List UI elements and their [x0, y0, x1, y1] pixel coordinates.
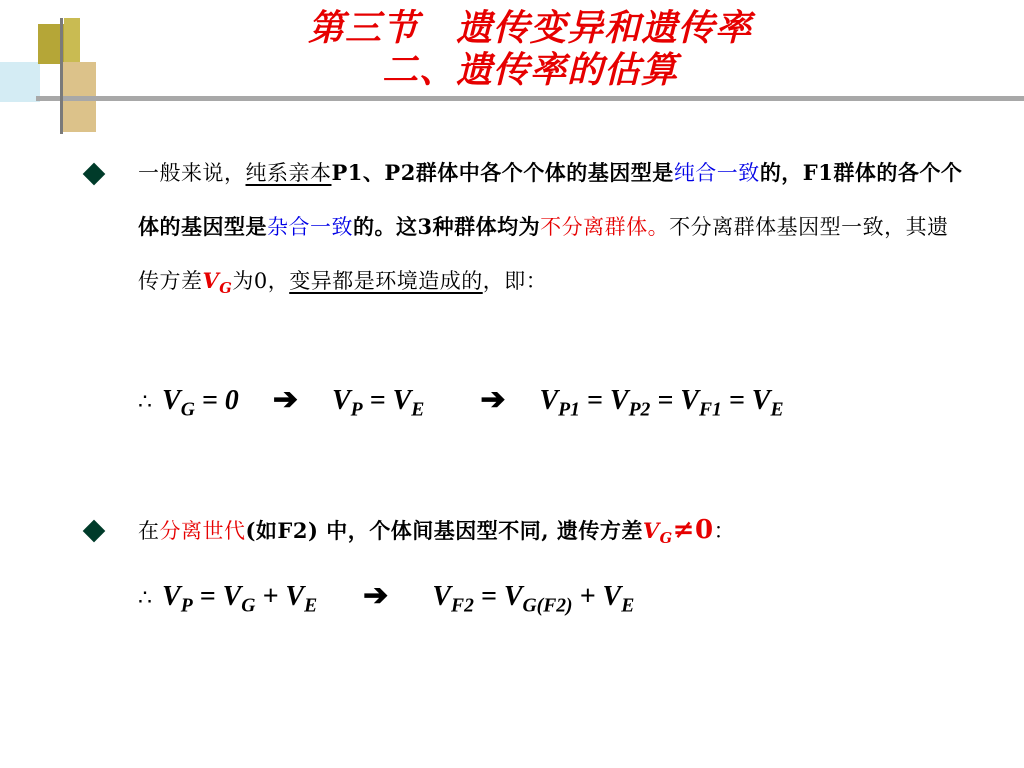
text-pure-line-parents: 纯系亲本 [245, 161, 332, 185]
formula-term: + V [572, 581, 622, 612]
formula-term: = V [473, 581, 523, 612]
formula-subscript: E [770, 399, 784, 421]
formula-subscript: P [350, 399, 363, 421]
formula-term: = 0 [194, 385, 239, 416]
text-run: 在 [138, 519, 160, 543]
right-arrow-icon: ➔ [480, 383, 506, 416]
formula-term: V [331, 385, 351, 416]
formula-term: = V [721, 385, 771, 416]
text-heterozygous-uniform: 杂合一致 [267, 215, 353, 239]
right-arrow-icon: ➔ [363, 579, 389, 612]
formula-subscript: G(F2) [522, 595, 573, 617]
text-run: 的，F1群体的各个个体的基因型是 [138, 160, 963, 239]
formula-subscript: E [411, 399, 425, 421]
text-run: P1、P2群体中各个个体的基因型是 [331, 160, 674, 185]
text-not-zero: ≠0 [672, 515, 714, 545]
text-environment-variance: 变异都是环境造成的 [289, 269, 483, 293]
formula-subscript: F2 [451, 595, 474, 617]
text-run: 为0， [232, 269, 290, 293]
formula-term: = V [192, 581, 242, 612]
text-segregating-generation: 分离世代 [159, 519, 246, 543]
text-run: ： [713, 519, 736, 543]
slide-subtitle: 二、遗传率的估算 [381, 49, 678, 91]
formula-term: V [432, 581, 451, 612]
symbol-vg [642, 518, 673, 548]
header-divider-line [36, 96, 1024, 101]
symbol-v: V [202, 268, 220, 293]
diamond-bullet-icon [83, 163, 106, 186]
formula-subscript: P [180, 595, 193, 617]
formula-term: V [162, 385, 181, 416]
formula-term: = V [650, 385, 699, 416]
formula-term: V [539, 385, 559, 416]
formula-non-segregating [138, 382, 784, 422]
formula-term: V [162, 581, 181, 612]
paragraph-segregating [138, 504, 968, 565]
formula-subscript: E [304, 595, 318, 617]
text-homozygous-uniform: 纯合一致 [673, 161, 760, 185]
text-run: (如F2) 中，个体间基因型不同, 遗传方差 [245, 518, 643, 543]
formula-segregating [138, 578, 634, 618]
formula-subscript: G [241, 595, 256, 617]
diamond-bullet-icon [83, 520, 106, 543]
formula-subscript: G [180, 399, 195, 421]
paragraph-non-segregating [138, 146, 968, 315]
formula-term: = V [362, 385, 412, 416]
text-run: ，即： [482, 269, 548, 293]
symbol-v: V [642, 518, 660, 543]
formula-subscript: P1 [558, 399, 580, 421]
symbol-vg [202, 268, 233, 298]
therefore-symbol: ∴ [138, 389, 152, 414]
symbol-subscript: G [219, 280, 233, 298]
formula-subscript: P2 [628, 399, 651, 421]
text-run: 一般来说， [138, 161, 246, 185]
right-arrow-icon: ➔ [272, 383, 298, 416]
symbol-subscript: G [659, 530, 673, 548]
formula-subscript: F1 [698, 399, 722, 421]
formula-term: = V [579, 385, 629, 416]
text-non-segregating-population: 不分离群体。 [540, 215, 670, 239]
slide-title: 第三节 遗传变异和遗传率 [307, 7, 752, 49]
text-run: 的。这3种群体均为 [353, 214, 541, 239]
text-run: 不分离群体基因型一致，其遗传方差 [138, 215, 949, 293]
therefore-symbol: ∴ [138, 585, 152, 610]
formula-term: + V [255, 581, 305, 612]
formula-subscript: E [621, 595, 635, 617]
